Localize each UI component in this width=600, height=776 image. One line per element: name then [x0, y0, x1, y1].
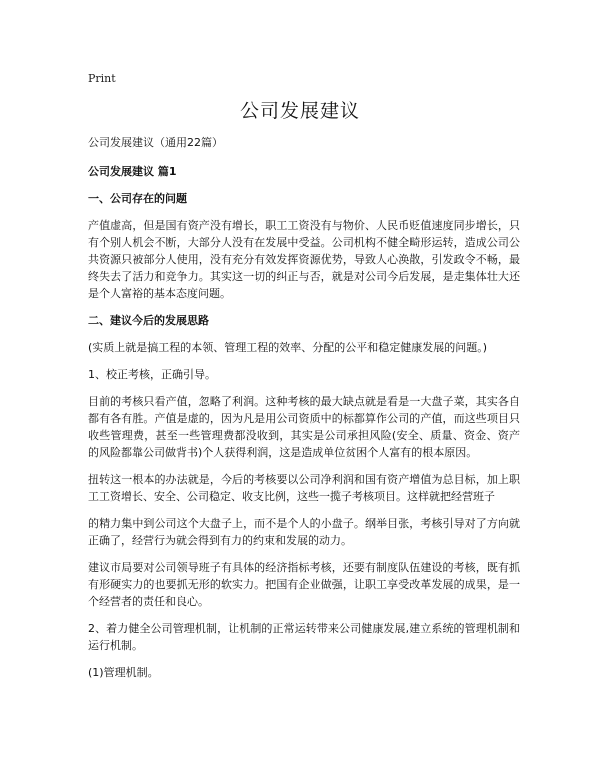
section-heading-2: 二、建议今后的发展思路	[88, 314, 209, 327]
article-heading: 公司发展建议 篇1	[88, 165, 177, 178]
page-title: 公司发展建议	[239, 100, 360, 122]
item-2: 2、着力健全公司管理机制，让机制的正常运转带来公司健康发展,建立系统的管理机制和运行机制。	[88, 622, 520, 652]
subtitle: 公司发展建议（通用22篇）	[88, 136, 223, 149]
section-heading-1: 一、公司存在的问题	[88, 192, 187, 205]
print-label: Print	[88, 72, 116, 85]
item-2-1: (1)管理机制。	[88, 666, 159, 679]
section-1-paragraph: 产值虚高，但是国有资产没有增长，职工工资没有与物价、人民币贬值速度同步增长，只有个别人机会不断，大部分人没有在发展中受益。公司机构不健全畸形运转，造成公司公共资源只被部分人使用，没有充分有效发挥资源优势，导致人心涣散，引发政令不畅，最终失去了活力和竞争力。其实这一切的纠正与否，就是对公司今后发展，是走集体壮大还是个人富裕的基本态度问题。	[88, 219, 520, 300]
paragraph-d: 建议市局要对公司领导班子有具体的经济指标考核，还要有制度队伍建设的考核，既有抓有形硬实力的也要抓无形的软实力。把国有企业做强，让职工享受改革发展的成果，是一个经营者的责任和良心。	[88, 561, 520, 608]
document-body	[88, 134, 520, 681]
section-2-intro: (实质上就是搞工程的本领、管理工程的效率、分配的公平和稳定健康发展的问题。)	[88, 341, 488, 354]
paragraph-a: 目前的考核只看产值，忽略了利润。这种考核的最大缺点就是看是一大盘子菜，其实各自都有各有胜。产值是虚的，因为凡是用公司资质中的标都算作公司的产值，而这些项目只收些管理费，甚至一些管理费都没收到，其实是公司承担风险(安全、质量、资金、资产的风险都靠公司做背书)个人获得利润，这是造成单位贫困个人富有的根本原因。	[88, 395, 520, 459]
item-1: 1、校正考核，正确引导。	[88, 368, 216, 381]
paragraph-b: 扭转这一根本的办法就是，今后的考核要以公司净利润和国有资产增值为总目标，加上职工工资增长、安全、公司稳定、收支比例，这些一揽子考核项目。这样就把经营班子	[88, 473, 520, 503]
paragraph-c: 的精力集中到公司这个大盘子上，而不是个人的小盘子。纲举目张，考核引导对了方向就正确了，经营行为就会得到有力的约束和发展的动力。	[88, 517, 520, 547]
